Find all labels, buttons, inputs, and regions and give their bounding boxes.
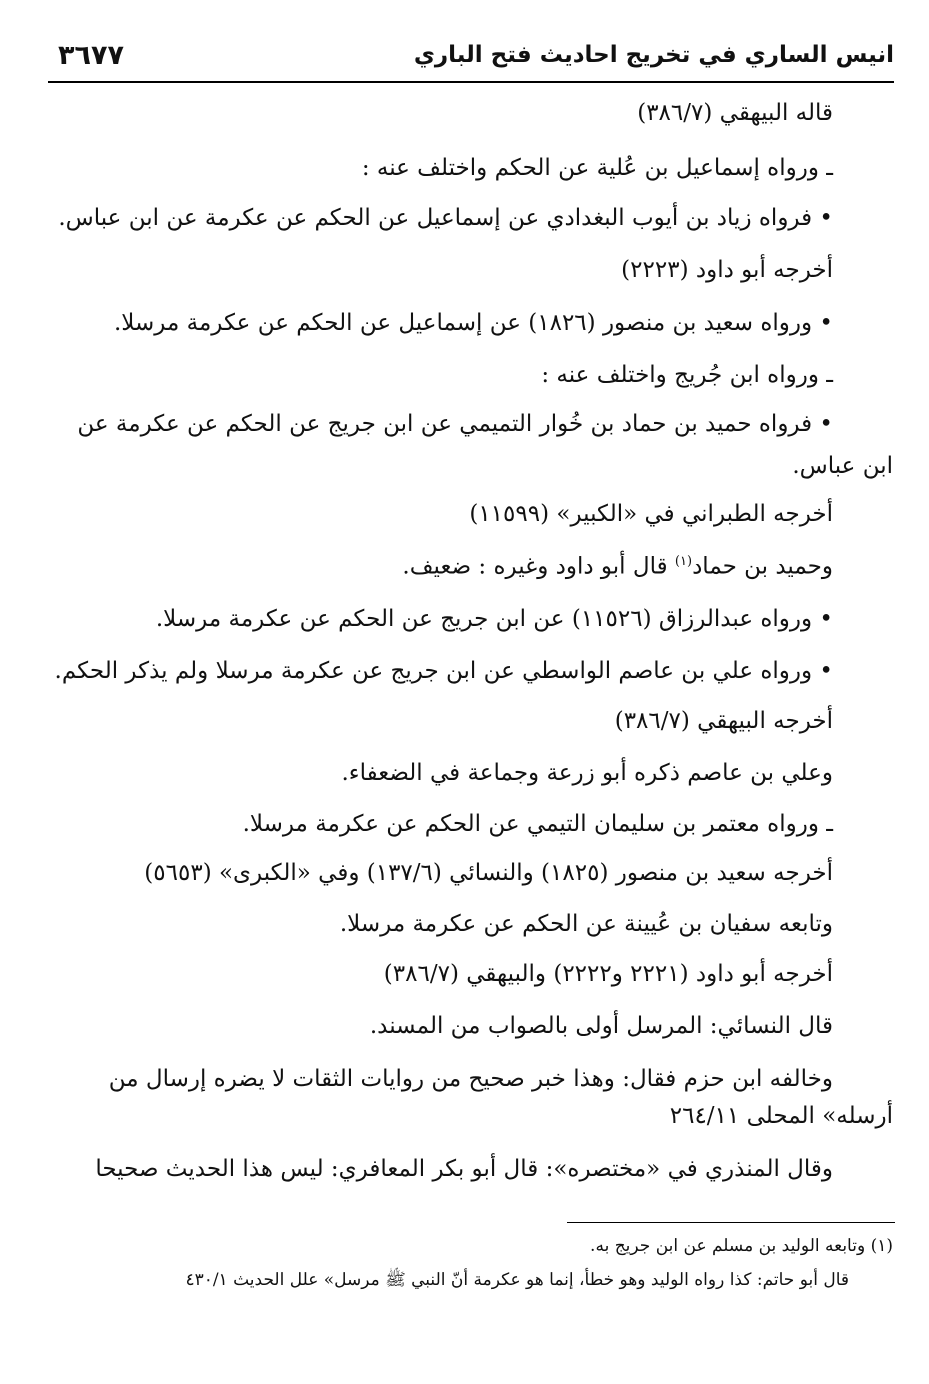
body-line: • ورواه عبدالرزاق (١١٥٢٦) عن ابن جريج عن الحكم عن عكرمة مرسلا. bbox=[155, 606, 833, 632]
body-line: أخرجه الطبراني في «الكبير» (١١٥٩٩) bbox=[469, 501, 833, 527]
body-line: قال النسائي: المرسل أولى بالصواب من المسند. bbox=[369, 1013, 833, 1039]
footnote-line: (١) وتابعه الوليد بن مسلم عن ابن جريج به. bbox=[590, 1236, 893, 1256]
body-line: • ورواه علي بن عاصم الواسطي عن ابن جريج عن عكرمة مرسلا ولم يذكر الحكم. bbox=[54, 658, 833, 684]
body-line: أرسله» المحلى ٢٦٤/١١ bbox=[669, 1103, 893, 1129]
body-line: ـ ورواه معتمر بن سليمان التيمي عن الحكم عن عكرمة مرسلا. bbox=[242, 811, 833, 837]
body-line: • ورواه سعيد بن منصور (١٨٢٦) عن إسماعيل عن الحكم عن عكرمة مرسلا. bbox=[114, 310, 833, 336]
header-rule bbox=[48, 81, 894, 83]
body-line: أخرجه البيهقي (٣٨٦/٧) bbox=[614, 708, 833, 734]
body-line: أخرجه سعيد بن منصور (١٨٢٥) والنسائي (١٣٧/٦) وفي «الكبرى» (٥٦٥٣) bbox=[144, 860, 833, 886]
body-line: • فرواه زياد بن أيوب البغدادي عن إسماعيل عن الحكم عن عكرمة عن ابن عباس. bbox=[58, 205, 833, 231]
body-line: قاله البيهقي (٣٨٦/٧) bbox=[637, 100, 833, 126]
body-line: أخرجه أبو داود (٢٢٢٣) bbox=[621, 257, 833, 283]
footnote-line: قال أبو حاتم: كذا رواه الوليد وهو خطأ، إنما هو عكرمة أنّ النبي ﷺ مرسل» علل الحديث ٤٣٠/١ bbox=[185, 1270, 849, 1290]
body-line: ـ ورواه إسماعيل بن عُلية عن الحكم واختلف عنه : bbox=[361, 155, 833, 181]
page-header bbox=[48, 40, 894, 80]
body-line bbox=[402, 555, 833, 579]
body-line: ابن عباس. bbox=[792, 453, 893, 479]
body-line: وقال المنذري في «مختصره»: قال أبو بكر المعافري: ليس هذا الحديث صحيحا bbox=[95, 1156, 833, 1182]
page-number: ٣٦٧٧ bbox=[58, 40, 124, 71]
body-line: وعلي بن عاصم ذكره أبو زرعة وجماعة في الضعفاء. bbox=[341, 760, 833, 786]
footnote-rule bbox=[567, 1222, 895, 1223]
body-line: أخرجه أبو داود (٢٢٢١ و٢٢٢٢) والبيهقي (٣٨٦/٧) bbox=[383, 961, 833, 987]
running-title: انيس الساري في تخريج احاديث فتح الباري bbox=[413, 42, 894, 68]
footnote-ref: (١) bbox=[674, 554, 693, 569]
body-line: وتابعه سفيان بن عُيينة عن الحكم عن عكرمة مرسلا. bbox=[339, 911, 833, 937]
body-line: وخالفه ابن حزم فقال: وهذا خبر صحيح من روايات الثقات لا يضره إرسال من bbox=[108, 1066, 833, 1092]
body-text: وحميد بن حماد bbox=[692, 553, 833, 580]
body-text: قال أبو داود وغيره : ضعيف. bbox=[402, 553, 675, 580]
body-line: ـ ورواه ابن جُريج واختلف عنه : bbox=[541, 362, 833, 388]
body-line: • فرواه حميد بن حماد بن خُوار التميمي عن ابن جريج عن الحكم عن عكرمة عن bbox=[77, 411, 833, 437]
